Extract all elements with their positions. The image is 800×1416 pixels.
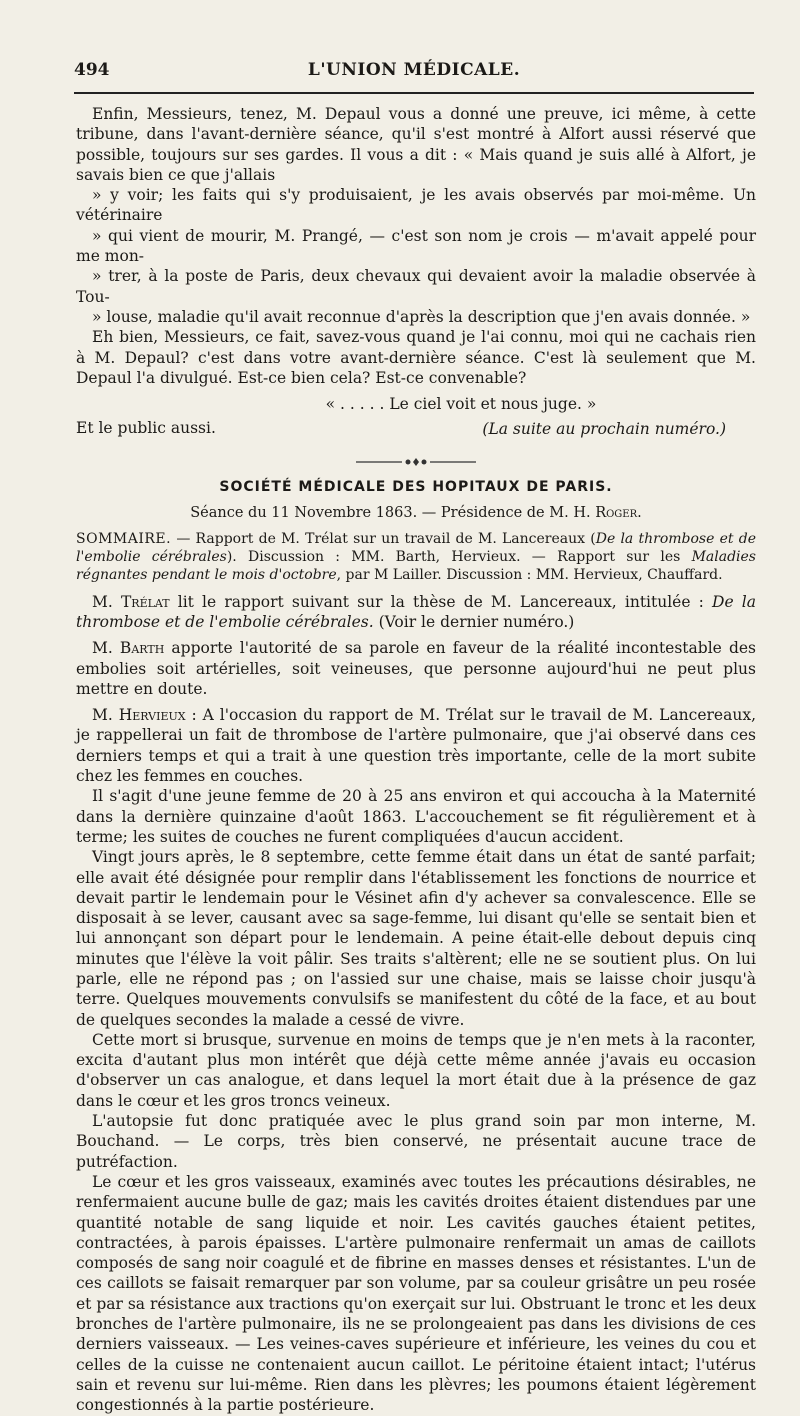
summary-title-1: De la thrombose et de l'embolie cérébrales [76, 530, 756, 565]
summary-label: SOMMAIRE. [76, 530, 172, 547]
quote-line-2: » qui vient de mourir, M. Prangé, — c'est son nom je crois — m'avait appelé pour me mon- [76, 226, 756, 266]
hervieux-text: : A l'occasion du rapport de M. Trélat sur le travail de M. Lancereaux, je rappellerai un fait de thrombose de l'artère pulmonaire, que j'ai observé dans ces derniers temps et qui a trait à une question très importante, celle de la mort subite chez les femmes en couches. [76, 706, 756, 786]
speaker-hervieux: M. Hervieux [92, 706, 186, 725]
section-ornament [76, 453, 756, 467]
session-text: Séance du 11 Novembre 1863. — Présidence de M. H. [190, 505, 596, 522]
running-title: L'UNION MÉDICALE. [307, 60, 521, 80]
trelat-text-2: (Voir le dernier numéro.) [373, 612, 575, 631]
summary-text-1: — Rapport de M. Trélat sur un travail de M. Lancereaux ( [171, 530, 596, 547]
paragraph-autopsie: L'autopsie fut donc pratiquée avec le plus grand soin par mon interne, M. Bouchand. — Le corps, très bien conservé, ne présentait aucune trace de putréfaction. [76, 1112, 756, 1171]
intro-paragraph-1 [76, 104, 756, 327]
paragraph-cette-mort: Cette mort si brusque, survenue en moins de temps que je n'en mets à la raconter, excita d'autant plus mon intérêt que déjà cette même année j'avais eu occasion d'observer un cas analogue, et dans lequel la mort était due à la présence de gaz dans le cœur et les gros troncs veineux. [76, 1030, 756, 1110]
page-header [74, 58, 754, 88]
paragraph-vingt-jours: Vingt jours après, le 8 septembre, cette femme était dans un état de santé parfait; elle avait été désignée pour remplir dans l'établissement les fonctions de nourrice et devait partir le lendemain pour le Vésinet afin d'y achever sa convalescence. Elle se disposait à se lever, causant avec sa sage-femme, lui disant qu'elle se sentait bien et lui annonçant son départ pour le lendemain. A peine était-elle debout depuis cinq minutes que l'élève la voit pâlir. Ses traits s'altèrent; elle ne se soutient plus. On lui parle, elle ne répond pas ; on l'assied sur une chaise, mais se laisse choir jusqu'à terre. Quelques mouvements convulsifs se manifestent du côté de la face, et au bout de quelques secondes la malade a cessé de vivre. [76, 848, 756, 1029]
page-number: 494 [74, 60, 110, 80]
intro-paragraph-2: Eh bien, Messieurs, ce fait, savez-vous quand je l'ai connu, moi qui ne cachais rien à M. Depaul? c'est dans votre avant-dernière séance. C'est là seulement que M. Depaul l'a divulgué. Est-ce bien cela? Est-ce convenable? [76, 328, 756, 387]
trelat-paragraph [76, 592, 756, 633]
trelat-text-1: lit le rapport suivant sur la thèse de M. Lancereaux, intitulée : [169, 592, 713, 611]
paragraph-jeune-femme: Il s'agit d'une jeune femme de 20 à 25 ans environ et qui accoucha à la Maternité dans la dernière quinzaine d'août 1863. L'accouchement se fit régulièrement et à terme; les suites de couches ne furent compliquées d'aucun accident. [76, 787, 756, 846]
header-rule [74, 92, 754, 94]
hervieux-paragraph [76, 705, 756, 786]
speaker-trelat: M. Trélat [92, 592, 170, 611]
summary-title-2: Maladies régnantes pendant le mois d'octobre [76, 548, 756, 583]
summary [76, 530, 756, 584]
session-line [76, 503, 756, 523]
continuation-note: (La suite au prochain numéro.) [482, 419, 726, 438]
section-title: SOCIÉTÉ MÉDICALE DES HOPITAUX DE PARIS. [219, 479, 613, 496]
citation: « . . . . . Le ciel voit et nous juge. » [325, 395, 597, 414]
quote-line-3: » trer, à la poste de Paris, deux chevaux qui devaient avoir la maladie observée à Tou- [76, 267, 756, 306]
intro-paragraph-3: Et le public aussi. [76, 419, 216, 438]
barth-paragraph [76, 638, 756, 699]
quote-line-4: » louse, maladie qu'il avait reconnue d'après la description que j'en avais donnée. » [92, 307, 751, 326]
barth-text: apporte l'autorité de sa parole en faveur de la réalité incontestable des embolies soit artérielles, soit veineuses, que personne aujourd'hui ne peut plus mettre en doute. [76, 639, 757, 698]
speaker-barth: M. Barth [92, 639, 165, 658]
paragraph-coeur: Le cœur et les gros vaisseaux, examinés avec toutes les précautions désirables, ne renfermaient aucune bulle de gaz; mais les cavités droites étaient distendues par une quantité notable de sang liquide et noir. Les cavités gauches étaient petites, contractées, à parois épaisses. L'artère pulmonaire renfermait un amas de caillots composés de sang noir coagulé et de fibrine en masses denses et résistantes. L'un de ces caillots se faisait remarquer par son volume, par sa couleur grisâtre un peu rosée et par sa résistance aux tractions qu'on exerçait sur lui. Obstruant le tronc et les deux bronches de l'artère pulmonaire, ils ne se prolongeaient pas dans les divisions de ces derniers vaisseaux. — Les veines-caves supérieure et inférieure, les veines du cou et celles de la cuisse ne contenaient aucun caillot. Le péritoine étaient intact; l'utérus sain et revenu sur lui-même. Rien dans les plèvres; les poumons étaient légèrement congestionnés à la partie postérieure. [76, 1172, 756, 1415]
ornament-divider-icon [356, 456, 476, 468]
intro-text-1: Enfin, Messieurs, tenez, M. Depaul vous a donné une preuve, ici même, à cette tribune, dans l'avant-dernière séance, qu'il s'est montré à Alfort aussi réservé que possible, toujours sur ses gardes. Il vous a dit : « Mais quand je suis allé à Alfort, je savais bien ce que j'allais [76, 105, 756, 184]
session-end: . [637, 505, 642, 522]
quote-line-1: » y voir; les faits qui s'y produisaient, je les avais observés par moi-même. Un vétérinaire [76, 186, 756, 225]
summary-text-2: ). Discussion : MM. Barth, Hervieux. — Rapport sur les [226, 548, 692, 565]
article-body [76, 104, 756, 1416]
trelat-title: De la thrombose et de l'embolie cérébrales. [76, 592, 756, 631]
summary-text-3: , par M Lailler. Discussion : MM. Hervieux, Chauffard. [336, 566, 723, 583]
session-president: Roger [595, 505, 638, 522]
